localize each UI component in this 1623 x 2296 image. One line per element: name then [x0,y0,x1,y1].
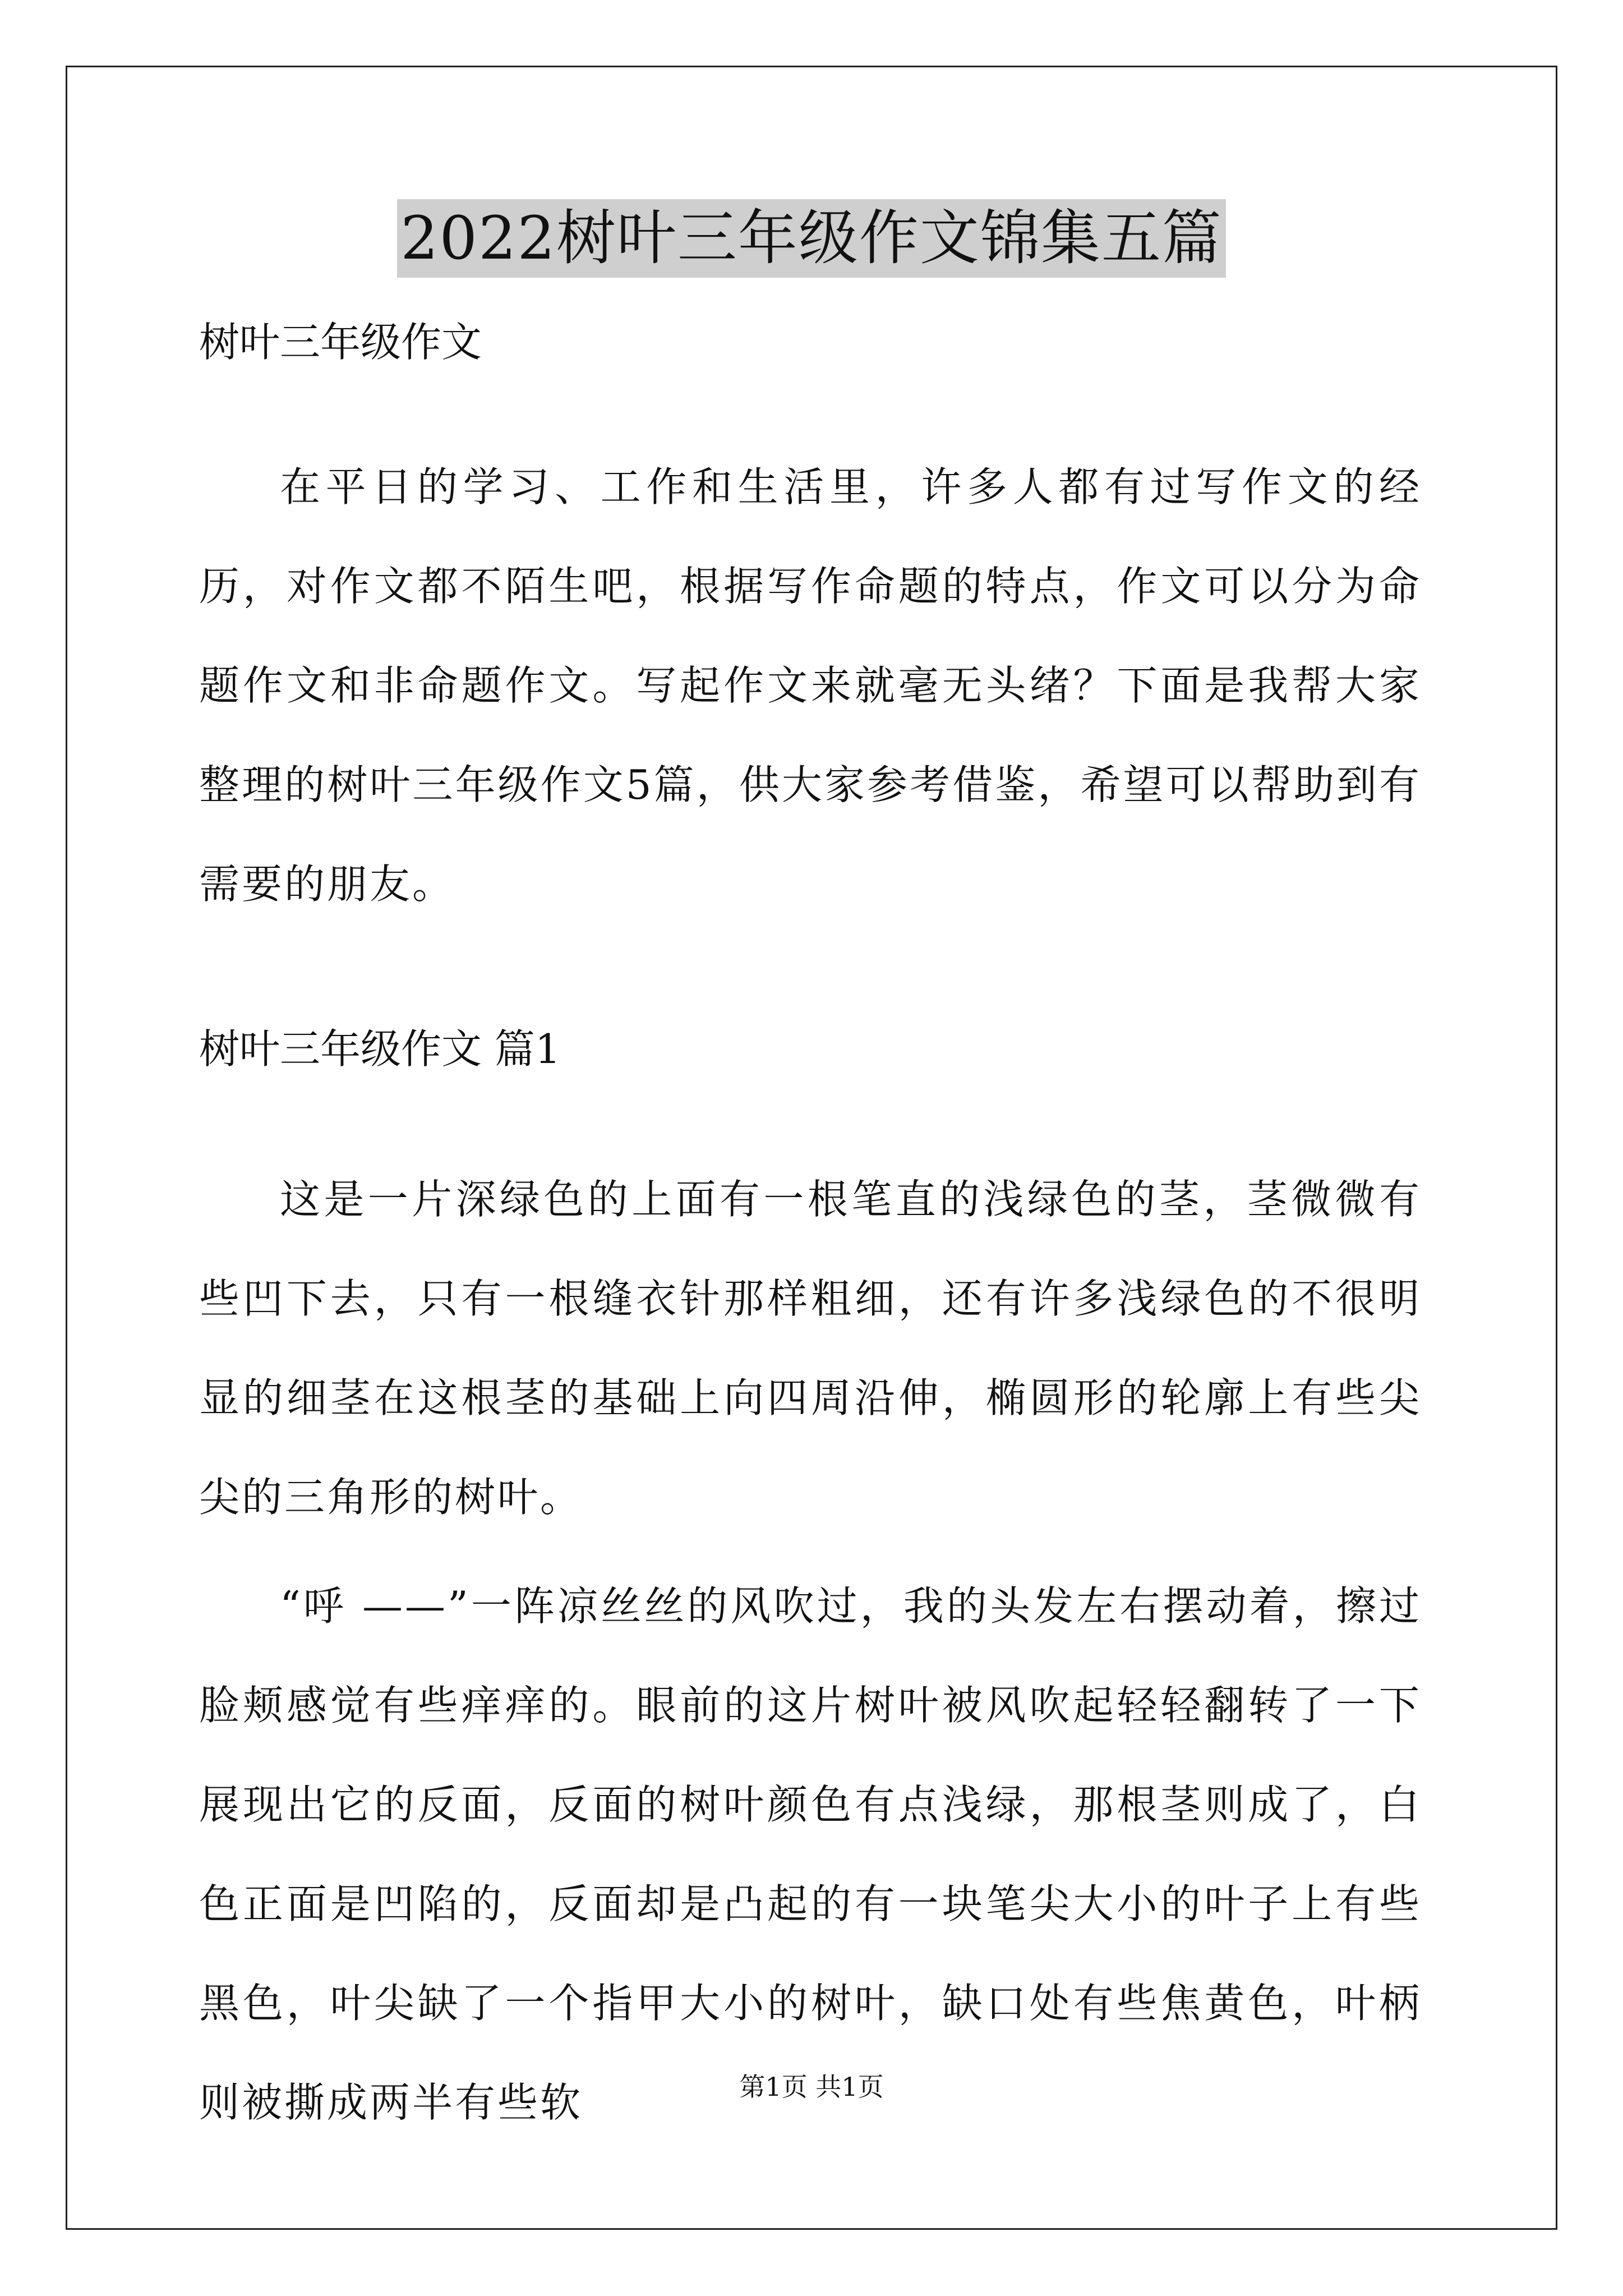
title-wrapper [0,199,1623,278]
section1-paragraph-2: “呼 ——”一阵凉丝丝的风吹过，我的头发左右摆动着，擦过脸颊感觉有些痒痒的。眼前的这片树叶被风吹起轻轻翻转了一下展现出它的反面，反面的树叶颜色有点浅绿，那根茎则成了，白色正面是凹陷的，反面却是凸起的有一块笔尖大小的叶子上有些黑色，叶尖缺了一个指甲大小的树叶，缺口处有些焦黄色，叶柄则被撕成两半有些软 [199,1582,1422,2126]
intro-heading: 树叶三年级作文 [199,319,482,366]
section1-paragraph-1: 这是一片深绿色的上面有一根笔直的浅绿色的茎，茎微微有些凹下去，只有一根缝衣针那样粗细，还有许多浅绿色的不很明显的细茎在这根茎的基础上向四周沿伸，椭圆形的轮廓上有些尖尖的三角形的树叶。 [199,1176,1422,1521]
page-footer: 第1页 共1页 [739,2072,884,2102]
intro-paragraph: 在平日的学习、工作和生活里，许多人都有过写作文的经历，对作文都不陌生吧，根据写作命题的特点，作文可以分为命题作文和非命题作文。写起作文来就毫无头绪？下面是我帮大家整理的树叶三年级作文5篇，供大家参考借鉴，希望可以帮助到有需要的朋友。 [199,463,1422,908]
document-title: 2022树叶三年级作文锦集五篇 [397,199,1226,278]
section1-heading: 树叶三年级作文 篇1 [199,1025,561,1073]
